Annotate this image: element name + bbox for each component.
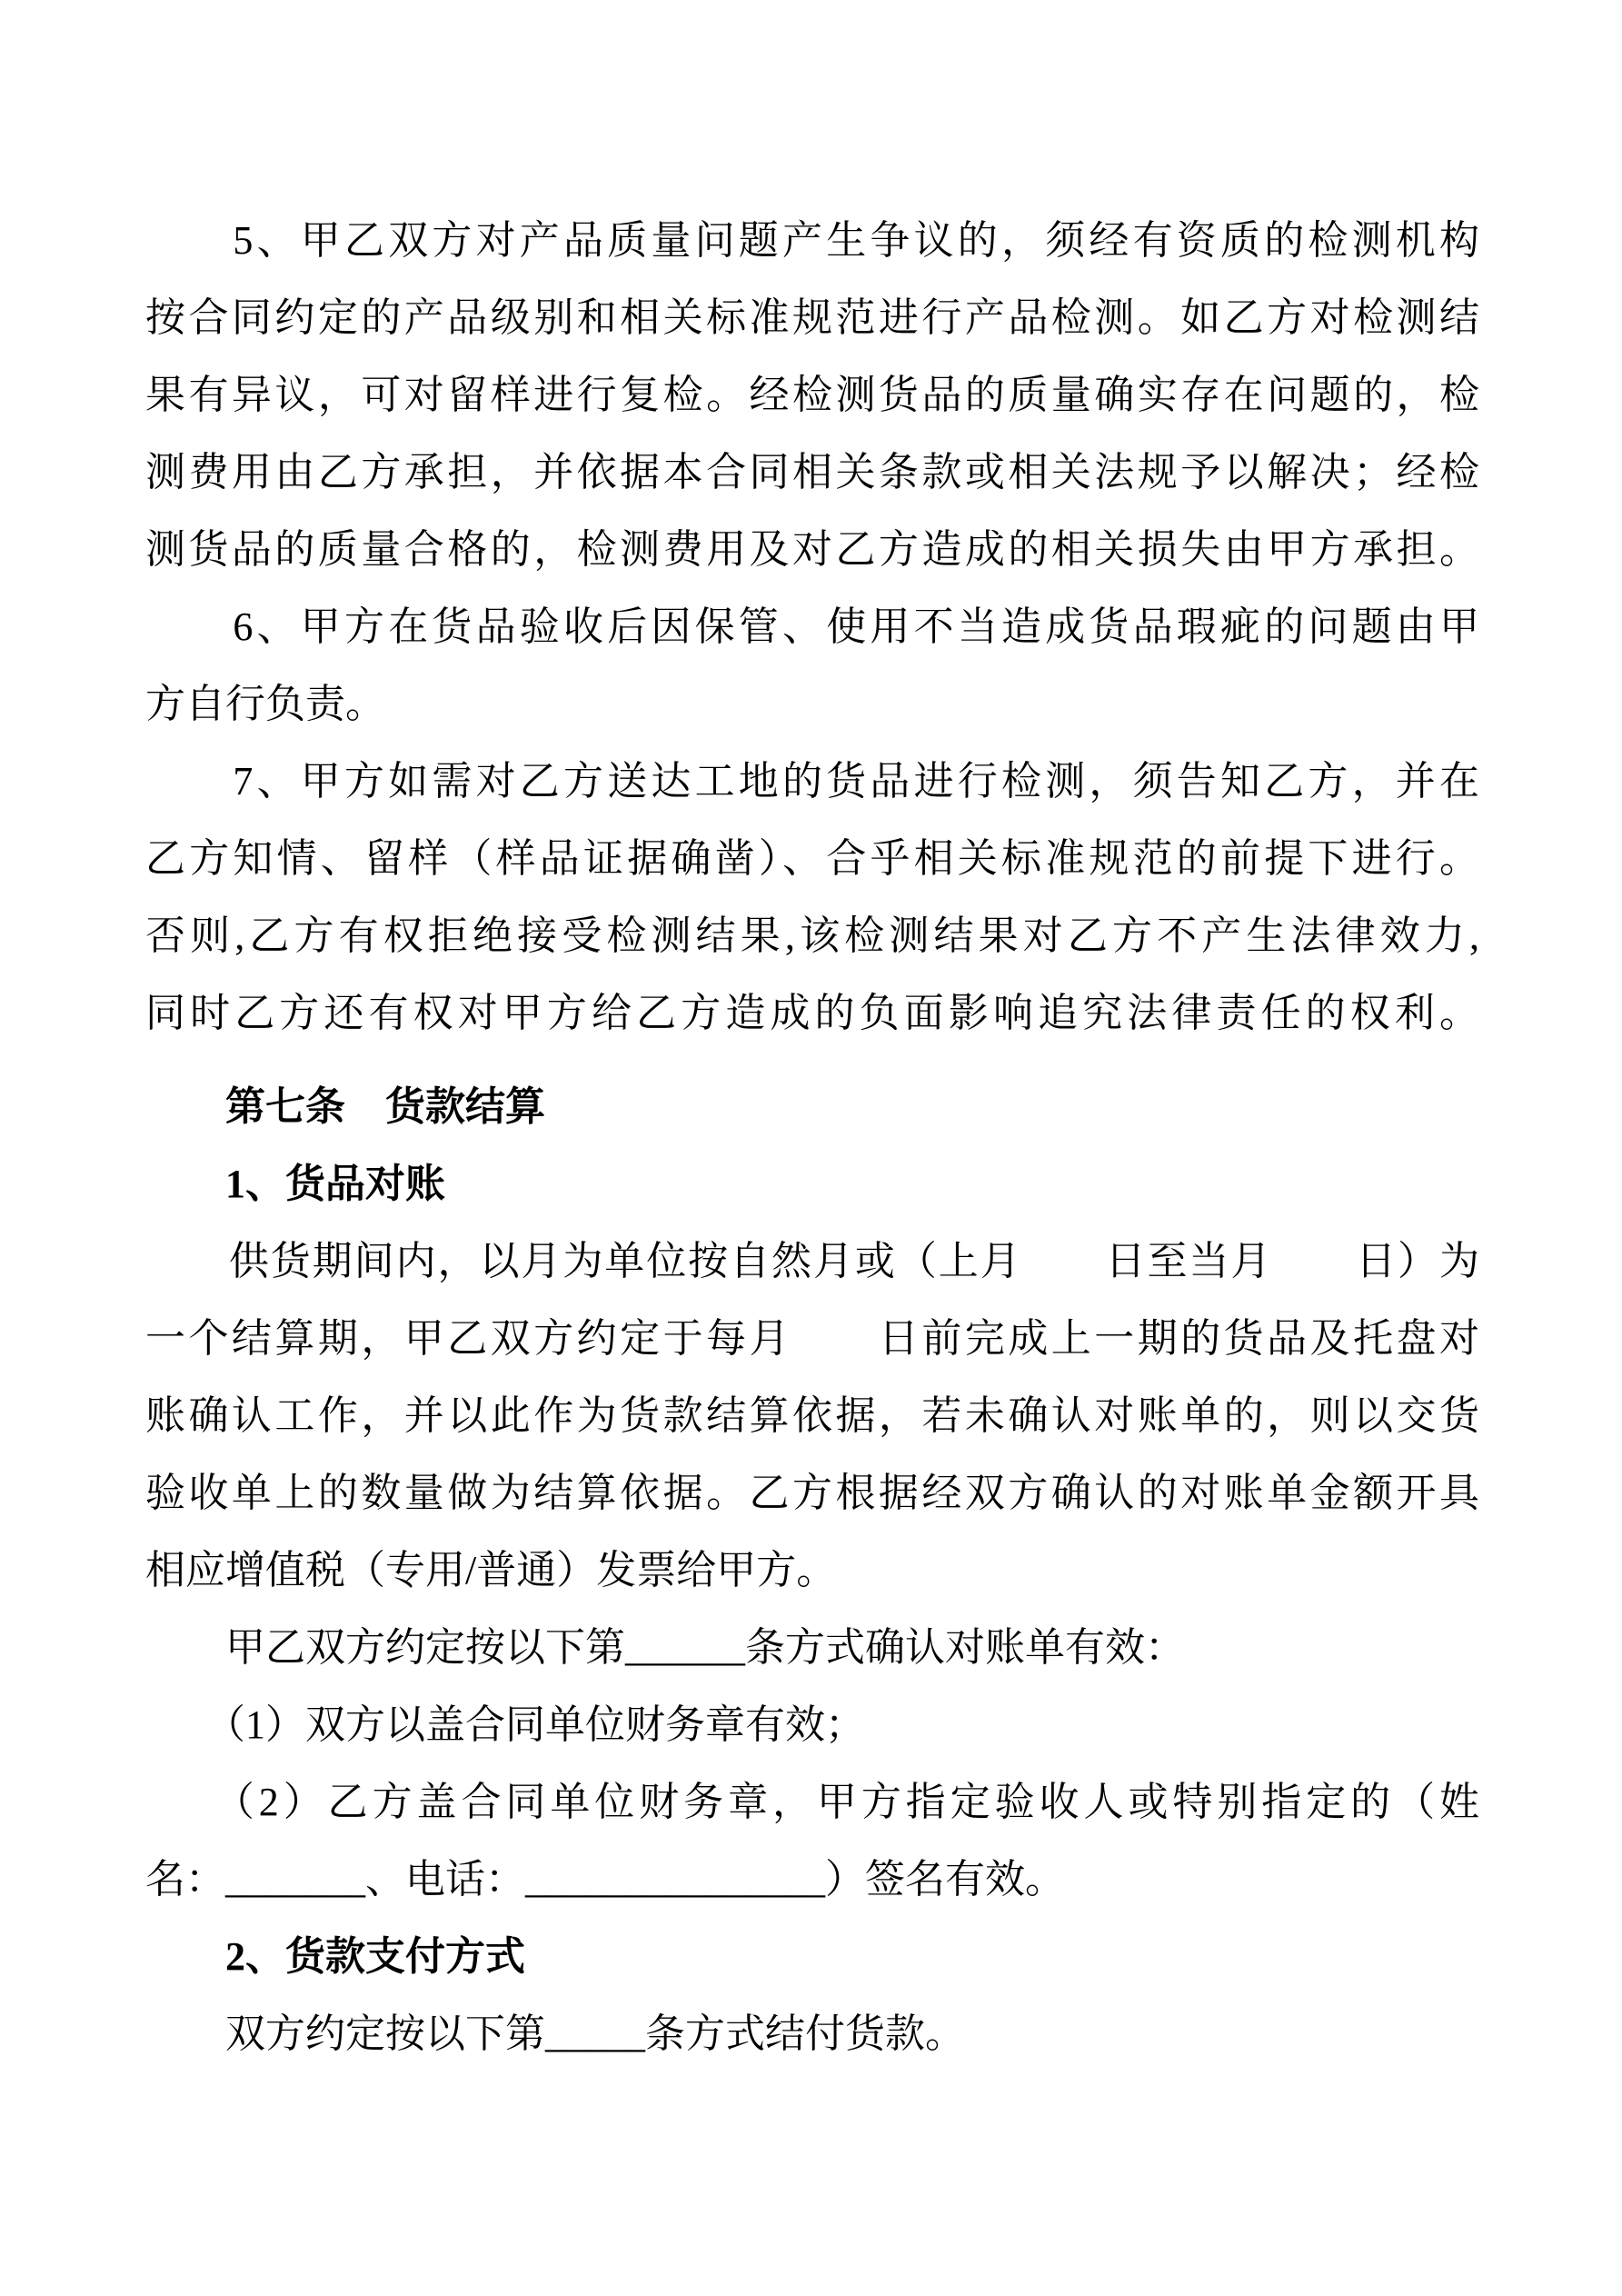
text-line: 双方约定按以下第_____条方式结付货款。 <box>145 2011 965 2056</box>
text-line: 甲乙双方约定按以下第______条方式确认对账单有效： <box>145 1625 1185 1670</box>
text-line: 测费用由乙方承担，并依据本合同相关条款或相关法规予以解决；经检 <box>145 450 1479 494</box>
text-line: 6、甲方在货品验收后因保管、使用不当造成货品瑕疵的问题由甲 <box>145 604 1479 649</box>
subsection-heading-payment-method: 2、货款支付方式 <box>145 1934 525 1979</box>
text-line: 果有异议，可对留样进行复检。经检测货品的质量确实存在问题的，检 <box>145 373 1479 417</box>
text-line: （2）乙方盖合同单位财务章，甲方指定验收人或特别指定的（姓 <box>145 1780 1479 1824</box>
section-heading-article-7: 第七条 货款结算 <box>145 1084 545 1129</box>
text-line: 方自行负责。 <box>145 682 385 726</box>
text-line: 一个结算期，甲乙双方约定于每月 日前完成上一期的货品及托盘对 <box>145 1316 1479 1361</box>
text-line: 乙方知情、留样（样品证据确凿）、合乎相关标准规范的前提下进行。 <box>145 836 1479 881</box>
text-line: 同时乙方还有权对甲方给乙方造成的负面影响追究法律责任的权利。 <box>145 991 1479 1035</box>
text-line: 测货品的质量合格的，检测费用及对乙方造成的相关损失由甲方承担。 <box>145 527 1479 572</box>
text-line: 验收单上的数量做为结算依据。乙方根据经双方确认的对账单金额开具 <box>145 1471 1479 1515</box>
text-line: 名：_______、电话：_______________）签名有效。 <box>145 1857 1065 1902</box>
text-line: 否则,乙方有权拒绝接受检测结果,该检测结果对乙方不产生法律效力, <box>145 913 1479 958</box>
text-line: 相应增值税（专用/普通）发票给甲方。 <box>145 1548 837 1592</box>
text-line: 账确认工作，并以此作为货款结算依据，若未确认对账单的，则以交货 <box>145 1393 1479 1438</box>
text-line: 按合同约定的产品级别和相关标准规范进行产品检测。如乙方对检测结 <box>145 295 1479 340</box>
subsection-heading-reconciliation: 1、货品对账 <box>145 1162 445 1206</box>
text-line: 5、甲乙双方对产品质量问题产生争议的，须经有资质的检测机构 <box>145 218 1479 263</box>
contract-body <box>145 202 1479 2072</box>
text-line: 7、甲方如需对乙方送达工地的货品进行检测，须告知乙方，并在 <box>145 759 1479 804</box>
text-line: （1）双方以盖合同单位财务章有效； <box>145 1702 865 1747</box>
text-line: 供货期间内，以月为单位按自然月或（上月 日至当月 日）为 <box>145 1239 1479 1283</box>
